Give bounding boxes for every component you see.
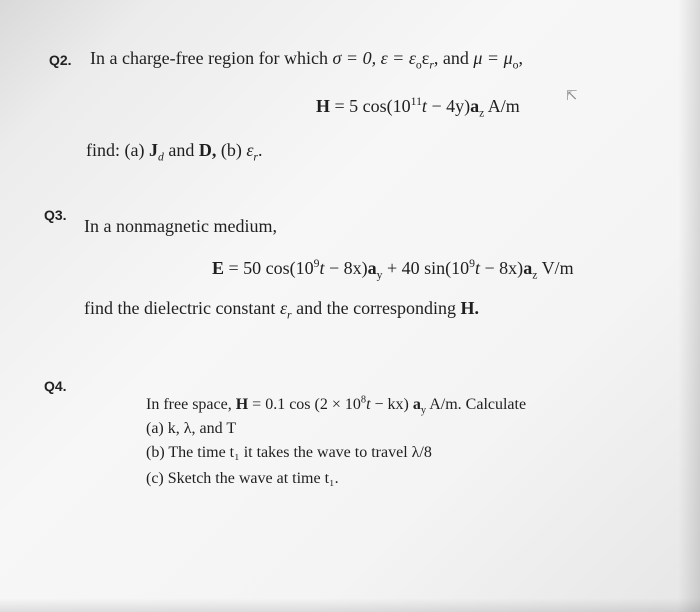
q2-H-symbol: H	[316, 96, 331, 116]
mouse-cursor-icon: ⇱	[566, 89, 578, 104]
q2-H-unit: A/m	[487, 96, 520, 116]
q4-item-c: (c) Sketch the wave at time t₁.	[146, 470, 339, 487]
q2-statement	[90, 48, 523, 72]
page-bottom-shadow	[0, 598, 700, 612]
q4-item-b: (b) The time t₁ it takes the wave to travel λ/8	[146, 444, 432, 461]
question-label-q3: Q3.	[44, 207, 67, 223]
q4-statement: In free space, H = 0.1 $\cos (2 \times 10^8t - kx)$ $a_y$ A/m. Calculate	[146, 394, 527, 417]
q2-equation-H: H = 5 $\cos(10^{11}t - 4y)a_z$ A/m	[316, 95, 520, 120]
q2-sigma-condition: σ = 0,	[332, 48, 377, 68]
q2-epsilon-condition: $\varepsilon = \varepsilon_o\varepsilon_r$,	[380, 48, 439, 72]
q2-statement-text: In a charge-free region for which	[90, 48, 329, 68]
q3-equation-E: E = 50 $\cos(10^9t - 8x)a_y + 40$ $\sin(10^9t - 8x)a_z$ V/m	[212, 257, 574, 282]
q3-statement: In a nonmagnetic medium,	[84, 216, 277, 236]
q2-H-expr: = 5 cos(10	[334, 96, 411, 116]
q2-mu-condition: $\mu = \mu_o$,	[473, 48, 523, 72]
q2-find: find: (a) $J_d$ and D, (b) $\varepsilon_r$.	[86, 140, 263, 164]
question-label-q2: Q2.	[49, 52, 72, 68]
question-label-q4: Q4.	[44, 378, 67, 394]
q2-and: and	[442, 48, 469, 68]
q3-find: find the dielectric constant $\varepsilon_r$ and the corresponding H.	[84, 298, 480, 322]
q4-item-a: (a) k, λ, and T	[146, 420, 237, 437]
page-edge-shadow	[678, 0, 700, 612]
